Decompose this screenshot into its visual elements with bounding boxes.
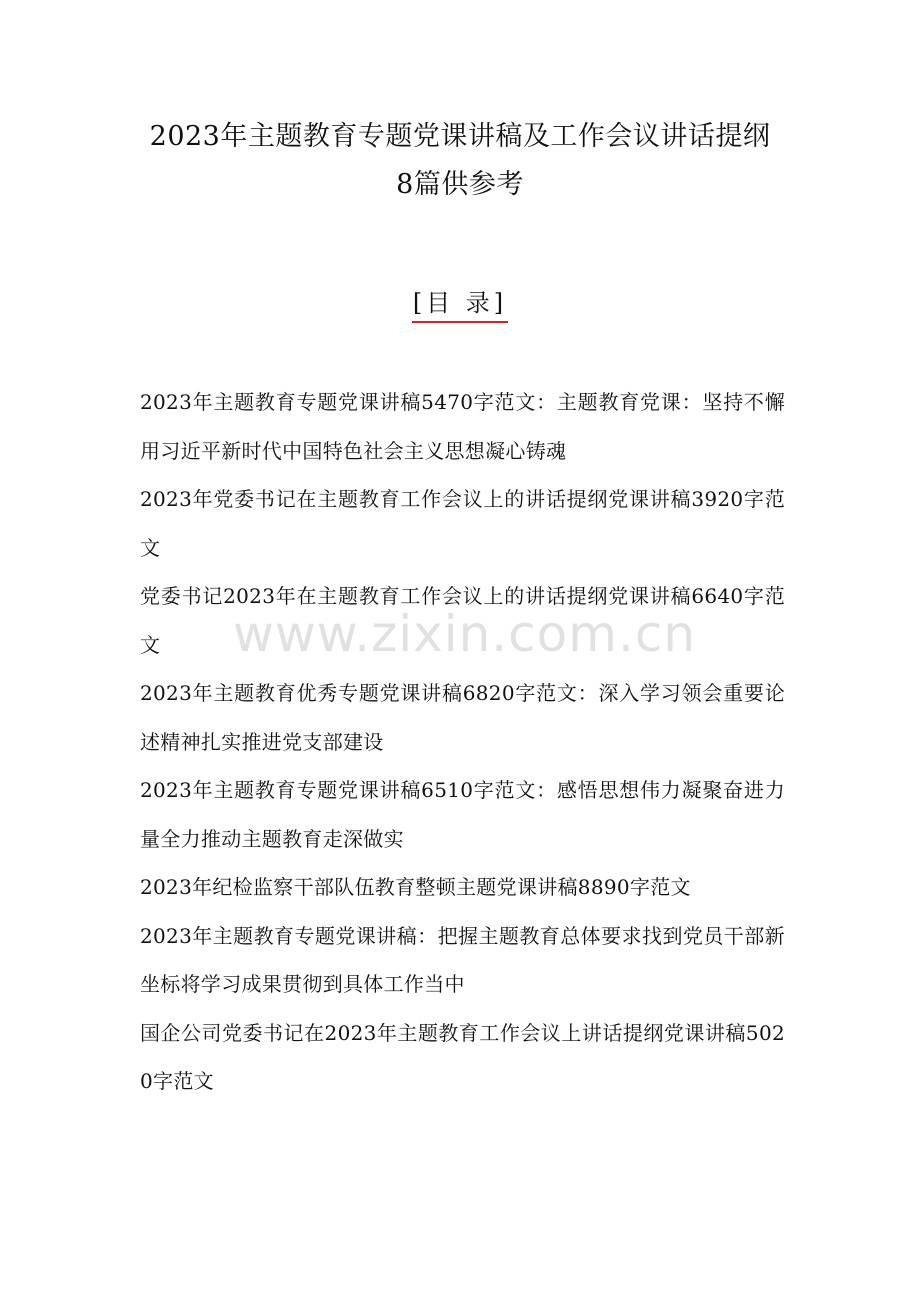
toc-item: 2023年党委书记在主题教育工作会议上的讲话提纲党课讲稿3920字范文 <box>140 487 785 560</box>
toc-item: 党委书记2023年在主题教育工作会议上的讲话提纲党课讲稿6640字范文 <box>140 584 785 657</box>
toc-item: 国企公司党委书记在2023年主题教育工作会议上讲话提纲党课讲稿5020字范文 <box>140 1020 785 1093</box>
toc-item: 2023年主题教育优秀专题党课讲稿6820字范文：深入学习领会重要论述精神扎实推进党支部建设 <box>140 681 785 754</box>
document-title-line2: 8篇供参考 <box>396 169 524 200</box>
toc-item: 2023年纪检监察干部队伍教育整顿主题党课讲稿8890字范文 <box>140 875 691 899</box>
document-title-line1: 2023年主题教育专题党课讲稿及工作会议讲话提纲 <box>149 121 771 152</box>
toc-heading-text: [目 录] <box>412 286 508 323</box>
toc-list <box>140 378 785 1106</box>
toc-item: 2023年主题教育专题党课讲稿：把握主题教育总体要求找到党员干部新坐标将学习成果贯彻到具体工作当中 <box>140 923 785 996</box>
toc-item: 2023年主题教育专题党课讲稿6510字范文：感悟思想伟力凝聚奋进力量全力推动主题教育走深做实 <box>140 778 785 851</box>
toc-item: 2023年主题教育专题党课讲稿5470字范文：主题教育党课：坚持不懈用习近平新时代中国特色社会主义思想凝心铸魂 <box>140 390 785 463</box>
watermark: www.zixin.com.cn <box>233 605 697 663</box>
toc-heading <box>0 283 920 323</box>
